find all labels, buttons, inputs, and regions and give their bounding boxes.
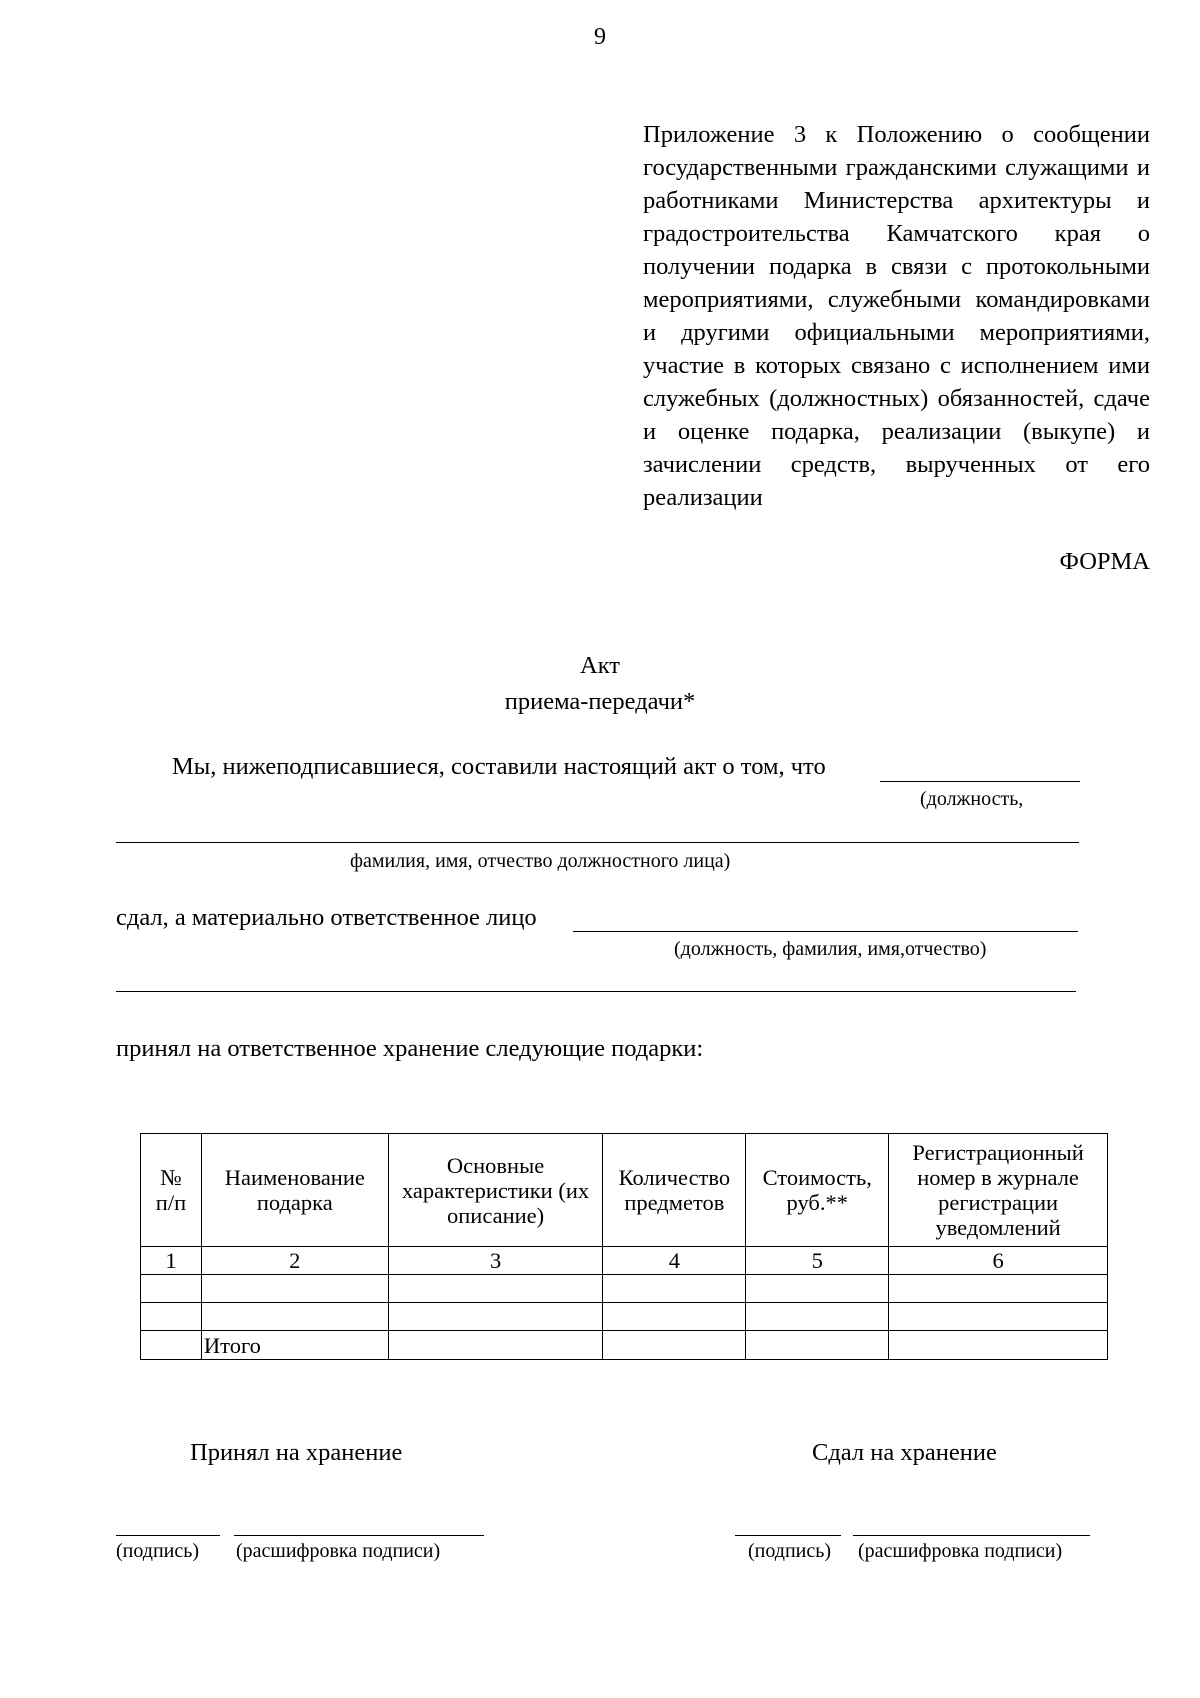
table-cell — [141, 1275, 202, 1303]
left-decoding-line — [234, 1535, 484, 1536]
handed-over-text: сдал, а материально ответственное лицо — [116, 904, 537, 931]
table-cell — [388, 1331, 603, 1360]
accepted-text: принял на ответственное хранение следующие подарки: — [116, 1035, 704, 1062]
table-cell — [201, 1275, 388, 1303]
document-subtitle: приема-передачи* — [504, 688, 696, 715]
hint-fio-official: фамилия, имя, отчество должностного лица) — [350, 850, 731, 872]
col-number: 5 — [746, 1247, 889, 1275]
table-cell — [746, 1331, 889, 1360]
right-signature-hint: (подпись) — [748, 1540, 832, 1562]
table-cell — [889, 1275, 1108, 1303]
hint-position: (должность, — [920, 788, 1024, 810]
table-row — [141, 1303, 1108, 1331]
table-header-row — [141, 1134, 1108, 1247]
form-label: ФОРМА — [1059, 548, 1150, 575]
gifts-table — [140, 1133, 1108, 1360]
col-number: 1 — [141, 1247, 202, 1275]
official-position-line — [880, 781, 1080, 782]
right-decoding-hint: (расшифровка подписи) — [858, 1540, 1063, 1562]
table-cell — [141, 1303, 202, 1331]
left-signature-hint: (подпись) — [116, 1540, 200, 1562]
official-name-line — [116, 842, 1079, 843]
table-cell — [603, 1275, 746, 1303]
table-cell — [388, 1303, 603, 1331]
accepted-for-storage-title: Принял на хранение — [190, 1439, 403, 1466]
table-cell — [746, 1275, 889, 1303]
col-header-registration-number: Регистрационный номер в журнале регистрации уведомлений — [889, 1134, 1108, 1247]
page-number: 9 — [594, 24, 606, 50]
col-number: 6 — [889, 1247, 1108, 1275]
responsible-person-line — [573, 931, 1078, 932]
col-number: 2 — [201, 1247, 388, 1275]
col-number: 4 — [603, 1247, 746, 1275]
col-header-gift-name: Наименование подарка — [201, 1134, 388, 1247]
left-decoding-hint: (расшифровка подписи) — [236, 1540, 441, 1562]
table-cell — [603, 1331, 746, 1360]
column-number-row — [141, 1247, 1108, 1275]
table-cell — [603, 1303, 746, 1331]
responsible-person-line-2 — [116, 991, 1076, 992]
right-decoding-line — [853, 1535, 1090, 1536]
total-label: Итого — [201, 1331, 388, 1360]
hint-position-fio: (должность, фамилия, имя,отчество) — [674, 938, 987, 960]
table-cell — [141, 1331, 202, 1360]
table-cell — [889, 1331, 1108, 1360]
col-header-number: № п/п — [141, 1134, 202, 1247]
table-cell — [201, 1303, 388, 1331]
col-header-quantity: Количество предметов — [603, 1134, 746, 1247]
col-header-characteristics: Основные характеристики (их описание) — [388, 1134, 603, 1247]
right-signature-line — [735, 1535, 841, 1536]
table-cell — [889, 1303, 1108, 1331]
intro-text: Мы, нижеподписавшиеся, составили настоящий акт о том, что — [172, 753, 826, 780]
table-cell — [388, 1275, 603, 1303]
left-signature-line — [116, 1535, 220, 1536]
total-row — [141, 1331, 1108, 1360]
table-cell — [746, 1303, 889, 1331]
handed-for-storage-title: Сдал на хранение — [812, 1439, 997, 1466]
col-header-cost: Стоимость, руб.** — [746, 1134, 889, 1247]
document-title: Акт — [580, 652, 620, 679]
appendix-note: Приложение 3 к Положению о сообщении государственными гражданскими служащими и работниками Министерства архитектуры и градостроительства Камчатского края о получении подарка в связи с протокольными мероприятиями, служебными командировками и другими официальными мероприятиями, участие в которых связано с исполнением ими служебных (должностных) обязанностей, сдаче и оценке подарка, реализации (выкупе) и зачислении средств, вырученных от его реализации — [643, 121, 1150, 511]
col-number: 3 — [388, 1247, 603, 1275]
table-row — [141, 1275, 1108, 1303]
